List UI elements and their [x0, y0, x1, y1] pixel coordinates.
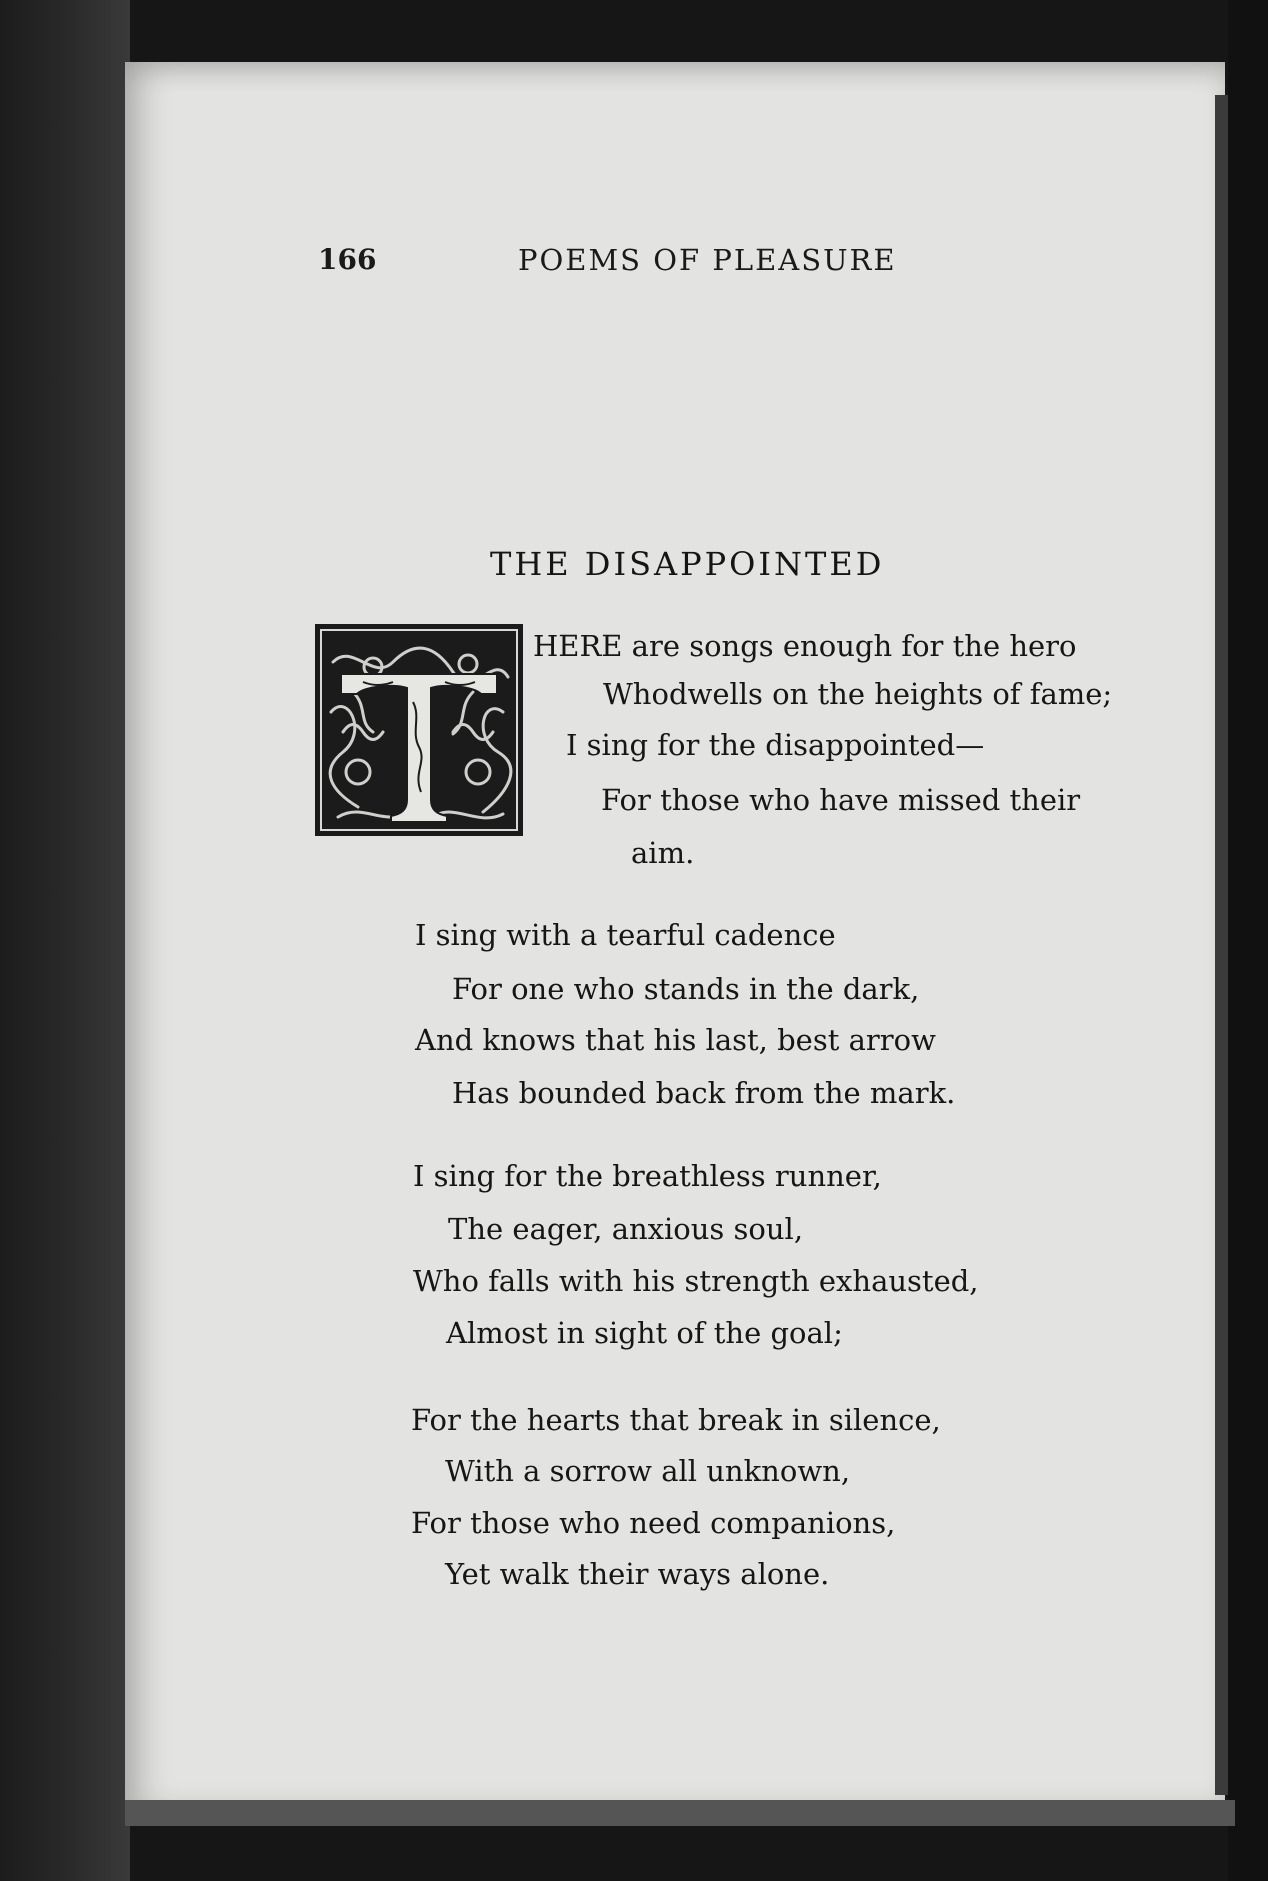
page-number: 166 — [318, 243, 377, 276]
poem-line: I sing for the disappointed— — [566, 728, 985, 762]
poem-line: I sing for the breathless runner, — [413, 1159, 882, 1193]
poem-line: For those who need companions, — [411, 1506, 896, 1540]
drop-cap-t-icon — [313, 622, 525, 838]
poem-line: And knows that his last, best arrow — [415, 1023, 936, 1057]
poem-line: Who falls with his strength exhausted, — [413, 1264, 979, 1298]
poem-line: For one who stands in the dark, — [452, 972, 920, 1006]
poem-line: For the hearts that break in silence, — [411, 1403, 941, 1437]
page-edge — [1215, 95, 1228, 1795]
drop-cap-ornament — [313, 622, 525, 838]
poem-line: With a sorrow all unknown, — [445, 1454, 851, 1488]
poem-line: The eager, anxious soul, — [448, 1212, 804, 1246]
poem-line: Almost in sight of the goal; — [446, 1316, 843, 1350]
poem-title: THE DISAPPOINTED — [490, 545, 885, 583]
running-head: POEMS OF PLEASURE — [518, 243, 897, 277]
poem-line: Has bounded back from the mark. — [452, 1076, 956, 1110]
page-header — [0, 243, 1268, 283]
poem-line: Whodwells on the heights of fame; — [603, 677, 1113, 711]
poem-line: For those who have missed their — [601, 783, 1081, 817]
poem-line: aim. — [631, 836, 695, 870]
poem-line: HERE are songs enough for the hero — [533, 629, 1077, 663]
poem-line: Yet walk their ways alone. — [445, 1557, 830, 1591]
page-bottom-edge — [125, 1800, 1235, 1826]
poem-line: I sing with a tearful cadence — [415, 918, 836, 952]
